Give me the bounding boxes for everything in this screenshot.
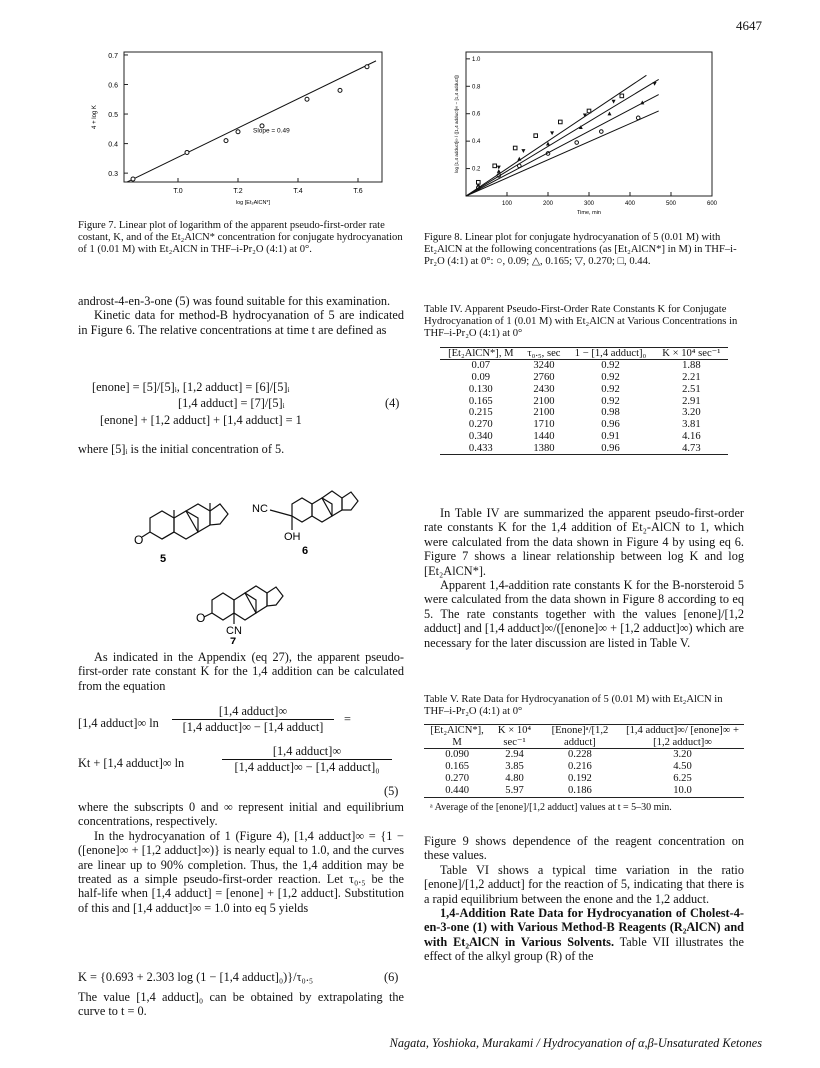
table-cell: 0.215	[468, 407, 493, 419]
table-row	[424, 785, 744, 797]
table-cell: 0.270	[445, 773, 470, 784]
table-cell: 4.73	[682, 442, 701, 454]
table-cell: 2430	[533, 383, 555, 395]
table-4	[424, 304, 744, 455]
table-row	[424, 749, 744, 761]
table-cell: 2.21	[682, 371, 701, 383]
table-cell: 2.94	[505, 749, 524, 761]
table-cell: 2100	[533, 407, 555, 419]
eq5-rhs: Kt + [1,4 adduct]∞ ln	[78, 756, 185, 770]
x-tick-label: T.0	[173, 188, 183, 195]
table-cell: 0.92	[601, 383, 620, 395]
eq5-equals: =	[344, 712, 351, 726]
y-tick-label: 0.4	[108, 141, 118, 149]
table-cell: 0.216	[568, 761, 592, 773]
table-cell: 0.165	[468, 395, 493, 407]
eq5-lhs-denominator: [1,4 adduct]∞ − [1,4 adduct]	[182, 720, 324, 734]
paragraph: Apparent 1,4-addition rate constants K for the B-norsteroid 5 were calculated from the data shown in Figure 8 according to eq 5. The rate constants together with the values [enone]/[1,2 adduct] and [1,4 adduct]∞/([enone]∞ + [1,2 adduct]∞) which are necessary for the later discussion are listed in Table V.	[424, 578, 744, 650]
table-cell: 0.340	[468, 430, 493, 442]
paragraph: where the subscripts 0 and ∞ represent initial and equilibrium concentrations, respectively.	[78, 800, 404, 829]
x-tick-label: 500	[665, 201, 677, 207]
table-header: [Enone]ᵃ/[1,2 adduct]	[551, 725, 609, 748]
table-cell: 1710	[533, 419, 555, 431]
table-row	[440, 372, 728, 384]
table-row	[424, 773, 744, 785]
y-tick-label: 1.0	[472, 56, 481, 63]
data-point	[620, 94, 624, 98]
table-cell: 6.25	[673, 773, 692, 784]
plot-frame	[124, 52, 382, 182]
eq5-lhs: [1,4 adduct]∞ ln	[78, 716, 159, 730]
y-tick-label: 0.4	[472, 139, 481, 146]
eq6-number: (6)	[384, 970, 399, 984]
table-cell: 4.80	[505, 773, 524, 784]
data-point	[587, 109, 591, 113]
table-cell: 2.51	[682, 383, 701, 395]
data-point	[575, 141, 579, 145]
eq4-line1: [enone] = [5]/[5]ᵢ, [1,2 adduct] = [6]/[5]ᵢ	[92, 380, 290, 394]
table-cell: 0.186	[568, 784, 592, 796]
plot-frame	[466, 52, 712, 196]
fit-line	[466, 79, 659, 196]
data-point	[513, 146, 517, 150]
chemical-structures	[120, 474, 380, 644]
table-row	[440, 396, 728, 408]
data-point	[600, 130, 604, 134]
y-tick-label: 0.5	[108, 112, 118, 120]
figure-7-svg	[84, 46, 394, 216]
table-cell: 2760	[533, 371, 555, 383]
data-point	[365, 65, 369, 69]
compound-7-label: 7	[230, 636, 237, 644]
table-cell: 3.20	[673, 749, 692, 761]
structure-6-drawing	[270, 491, 358, 530]
table-row	[440, 407, 728, 419]
table-header: 1 − [1,4 adduct]₀	[574, 347, 647, 359]
table-row	[440, 443, 728, 455]
y-tick-label: 0.3	[108, 171, 118, 179]
y-tick-label: 0.2	[472, 166, 481, 173]
data-point	[636, 116, 640, 120]
eq5-rhs-numerator: [1,4 adduct]∞	[272, 744, 342, 758]
right-column-top	[424, 506, 744, 650]
struct-oh-label: OH	[284, 531, 301, 543]
table-cell: 0.98	[601, 407, 620, 419]
running-footer: Nagata, Yoshioka, Murakami / Hydrocyanation of α,β-Unsaturated Ketones	[389, 1036, 762, 1050]
table-row	[440, 384, 728, 396]
paragraph: As indicated in the Appendix (eq 27), the apparent pseudo-first-order rate constant K for the 1,4 addition can be calculated from the equation	[78, 650, 404, 693]
structure-5-drawing	[142, 503, 228, 539]
table-cell: 0.192	[568, 773, 592, 784]
data-point	[131, 177, 135, 181]
figure-8-svg	[450, 46, 720, 222]
paragraph: Figure 9 shows dependence of the reagent concentration on these values.	[424, 834, 744, 863]
left-column-top	[78, 294, 404, 337]
paragraph: In Table IV are summarized the apparent pseudo-first-order rate constants K for the 1,4 addition of Et₂-AlCN to 1, which were calculated from the data shown in Figure 4 by using eq 6. Figure 7 shows a linear relationship between log K and log [Et₂AlCN*].	[424, 506, 744, 578]
eq4-line2: [1,4 adduct] = [7]/[5]ᵢ	[178, 396, 285, 410]
table-cell: 2.91	[682, 395, 701, 407]
structure-7-drawing	[204, 586, 283, 624]
table-cell: 4.50	[673, 761, 692, 773]
left-column-mid	[78, 650, 404, 693]
section-heading: 1,4-Addition Rate Data for Hydrocyanation of Cholest-4-en-3-one (1) with Various Method-B Reagents (R₂AlCN) and with Et₂AlCN in Various Solvents.	[424, 906, 744, 949]
table-header: [Et₂AlCN*], M	[430, 725, 484, 748]
right-column-bottom	[424, 834, 744, 964]
table-row	[424, 761, 744, 773]
compound-5-label: 5	[160, 553, 167, 565]
table-4-caption: Table IV. Apparent Pseudo-First-Order Rate Constants K for Conjugate Hydrocyanation of 1 (0.01 M) with Et₂AlCN at Various Concentrations in THF–i-Pr₂O (4:1) at 0°	[424, 304, 738, 340]
table-cell: 0.270	[468, 419, 493, 431]
table-cell: 1440	[533, 430, 555, 442]
y-tick-label: 0.6	[472, 111, 481, 118]
table-cell: 1.88	[682, 360, 701, 372]
paragraph: The value [1,4 adduct]₀ can be obtained by extrapolating the curve to t = 0.	[78, 990, 404, 1019]
data-point	[305, 97, 309, 101]
table-cell: 0.440	[445, 784, 470, 796]
x-tick-label: 400	[624, 201, 636, 207]
fit-line	[127, 61, 376, 182]
data-point	[497, 169, 501, 173]
paragraph-continuation: Table VII illustrates the effect of the alkyl group (R) of the	[424, 934, 744, 964]
figure-7-plot	[84, 46, 394, 216]
data-point	[493, 164, 497, 168]
data-point	[653, 82, 657, 86]
table-cell: 5.97	[505, 784, 524, 796]
slope-annotation: Slope = 0.49	[253, 127, 290, 135]
table-cell: 4.16	[682, 430, 701, 442]
table-cell: 2100	[533, 395, 555, 407]
table-cell: 3.85	[505, 761, 524, 773]
table-cell: 0.09	[471, 371, 491, 383]
table-cell: 0.433	[468, 442, 493, 454]
table-cell: 3.20	[682, 407, 701, 419]
figure-8-plot	[450, 46, 720, 222]
table-cell: 0.130	[468, 383, 493, 395]
y-tick-label: 0.7	[108, 52, 118, 60]
eq6-body: K = {0.693 + 2.303 log (1 − [1,4 adduct]₀)}/τ₀.₅	[78, 970, 314, 984]
figure-7-caption: Figure 7. Linear plot of logarithm of the apparent pseudo-first-order rate costant, K, and of the Et₂AlCN* concentration for conjugate hydrocyanation of 1 (0.01 M) with Et₂AlCN in THF–i-Pr₂O (4:1) at 0°.	[78, 220, 403, 256]
struct-o-label-7: O	[196, 611, 206, 625]
x-tick-label: T.2	[233, 188, 243, 195]
table-cell: 1380	[533, 442, 555, 454]
table-row	[440, 431, 728, 443]
data-point	[224, 139, 228, 143]
table-5-caption: Table V. Rate Data for Hydrocyanation of 5 (0.01 M) with Et₂AlCN in THF–i-Pr₂O (4:1) at 0°	[424, 694, 723, 718]
table-header-row	[424, 725, 744, 749]
x-tick-label: 200	[542, 201, 554, 207]
table-5-footnote: ᵃ Average of the [enone]/[1,2 adduct] values at t = 5–30 min.	[430, 801, 672, 813]
data-point	[236, 130, 240, 134]
table-row	[440, 360, 728, 372]
y-tick-label: 0.8	[472, 84, 481, 91]
data-point	[612, 100, 616, 104]
paragraph: In the hydrocyanation of 1 (Figure 4), [1,4 adduct]∞ = {1 − ([enone]∞ + [1,2 adduct]∞)} is nearly equal to 1.0, and the curves are linear up to 90% completion. Thus, the 1,4 addition may be treated as a simple pseudo-first-order reaction. Let τ₀.₅ be the half-life when [1,4 adduct] = [enone] + [1,2 adduct]. Substitution of this and [1,4 adduct]∞ = 1.0 into eq 5 yields	[78, 828, 404, 915]
data-point	[338, 88, 342, 92]
table-cell: 0.96	[601, 442, 620, 454]
eq5-rhs-denominator: [1,4 adduct]∞ − [1,4 adduct]₀	[234, 760, 380, 774]
data-point	[559, 120, 563, 124]
table-header: [1,4 adduct]∞/ [enone]∞ + [1,2 adduct]∞	[626, 725, 739, 748]
struct-cn-label: CN	[226, 625, 242, 637]
compound-6-label: 6	[302, 545, 309, 557]
paragraph: where [5]ᵢ is the initial concentration of 5.	[78, 442, 285, 456]
x-axis-label: Time, min	[577, 210, 601, 216]
equation-6	[78, 970, 404, 986]
data-point	[477, 180, 481, 184]
x-tick-label: 600	[706, 201, 718, 207]
x-tick-label: 100	[501, 201, 513, 207]
data-point	[534, 134, 538, 138]
table-cell: 0.07	[471, 360, 491, 372]
paragraph: Kinetic data for method-B hydrocyanation of 5 are indicated in Figure 6. The relative concentrations at time t are defined as	[78, 308, 404, 337]
table-4-grid	[440, 347, 728, 455]
table-cell: 3.81	[682, 419, 701, 431]
data-point	[185, 150, 189, 154]
y-tick-label: 0.6	[108, 82, 118, 90]
table-cell: 0.165	[445, 761, 470, 773]
page-number: 4647	[736, 18, 762, 33]
x-tick-label: 300	[583, 201, 595, 207]
table-cell: 0.92	[601, 395, 620, 407]
equation-5	[78, 704, 404, 804]
x-tick-label: T.4	[293, 188, 303, 195]
table-5-grid	[424, 724, 744, 796]
data-point	[521, 149, 525, 153]
y-axis-label: log [1,4 adduct]∞ / ([1,4 adduct]∞ − [1,4 adduct])	[454, 74, 459, 174]
struct-o-label-5: O	[134, 533, 144, 547]
data-point	[497, 166, 501, 170]
left-column-bottom	[78, 800, 404, 915]
table-4-body	[440, 347, 728, 456]
paragraph: androst-4-en-3-one (5) was found suitable for this examination.	[78, 294, 391, 308]
table-header: K × 10⁴ sec⁻¹	[497, 725, 532, 748]
table-5	[424, 694, 744, 813]
table-bottom-rule	[424, 797, 744, 798]
eq5-lhs-numerator: [1,4 adduct]∞	[218, 704, 288, 718]
table-cell: 0.090	[445, 749, 470, 761]
table-cell: 10.0	[673, 784, 692, 796]
paragraph: Table VI shows a typical time variation in the ratio [enone]/[1,2 adduct] for the reaction of 5, indicating that there is a rapid equilibrium between the enone and the 1,2 adduct.	[424, 862, 744, 906]
fit-line	[466, 95, 659, 196]
figure-8-caption: Figure 8. Linear plot for conjugate hydrocyanation of 5 (0.01 M) with Et₂AlCN at the following concentrations (as [Et₂AlCN*] in M) in THF–i-Pr₂O (4:1) at 0°: ○, 0.09; △, 0.165; ▽, 0.270; □, 0.44.	[424, 232, 737, 268]
paragraph	[424, 906, 744, 964]
table-header: τ₀.₅, sec	[527, 347, 561, 359]
struct-nc-label: NC	[252, 503, 268, 515]
table-cell: 0.92	[601, 360, 620, 372]
table-header-row	[440, 347, 728, 360]
table-cell: 0.96	[601, 419, 620, 431]
eq4-number: (4)	[385, 396, 400, 410]
eq4-line3: [enone] + [1,2 adduct] + [1,4 adduct] = 1	[100, 413, 302, 427]
y-axis-label: 4 + log K	[92, 105, 98, 129]
table-cell: 0.92	[601, 371, 620, 383]
x-axis-label: log [Et₂AlCN*]	[235, 200, 271, 206]
table-header: [Et₂AlCN*], M	[448, 347, 514, 359]
equation-4	[78, 380, 404, 440]
steroid-structures-svg	[120, 474, 380, 644]
table-cell: 0.91	[601, 430, 620, 442]
table-header: K × 10⁴ sec⁻¹	[662, 347, 721, 359]
table-bottom-rule	[440, 454, 728, 455]
data-point	[550, 131, 554, 135]
x-tick-label: T.6	[353, 188, 363, 195]
fit-line	[466, 75, 646, 196]
eq5-number: (5)	[384, 784, 399, 798]
data-point	[608, 112, 612, 116]
table-cell: 0.228	[568, 749, 592, 761]
table-cell: 3240	[533, 360, 555, 372]
table-row	[440, 419, 728, 431]
table-5-body	[424, 724, 744, 812]
